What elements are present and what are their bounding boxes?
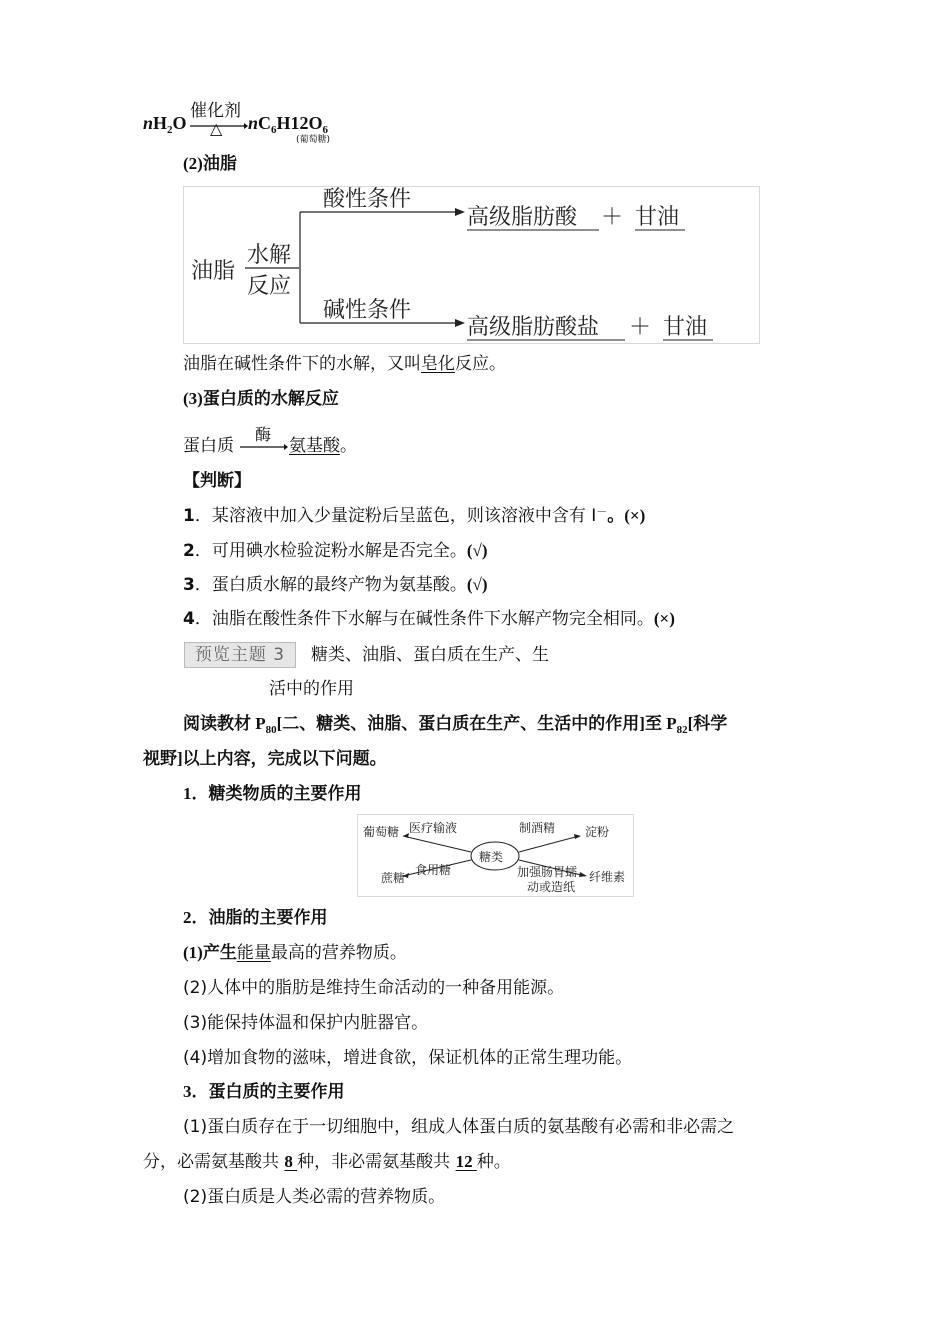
topic-badge: 预览主题 3	[184, 642, 296, 668]
energy-blank: 能量	[236, 943, 271, 963]
protein-role-heading: 3．蛋白质的主要作用	[183, 1082, 345, 1101]
fat-role-heading: 2．油脂的主要作用	[183, 908, 328, 927]
sugar-role-diagram	[357, 814, 635, 898]
glycerol-lower: 甘油	[663, 315, 708, 340]
protein-heading: (3)蛋白质的水解反应	[183, 389, 339, 408]
glycerol-upper: 甘油	[635, 205, 680, 230]
glucose-use: 医疗输液	[409, 821, 458, 835]
sugar-center: 糖类	[479, 850, 504, 864]
protein-rhs: 氨基酸。	[289, 436, 357, 456]
hydrolysis-label: 水解	[247, 243, 292, 268]
judge-heading: 【判断】	[183, 471, 251, 490]
catalyst-label: 催化剂	[190, 101, 241, 121]
topic-title: 糖类、油脂、蛋白质在生产、生	[311, 645, 549, 665]
protein-role-item: (2)蛋白质是人类必需的营养物质。	[183, 1187, 446, 1207]
judge-item: 2．可用碘水检验淀粉水解是否完全。(√)	[183, 541, 488, 561]
saponification-blank: 皂化	[421, 354, 455, 374]
sucrose: 蔗糖	[381, 871, 406, 885]
glucose-formula: $nC_6H12O_6$	[248, 113, 329, 136]
basic-condition: 碱性条件	[323, 298, 412, 323]
fat-hydrolysis-diagram	[183, 186, 761, 346]
protein-role-item-cont: 分，必需氨基酸共 8 种，非必需氨基酸共 12 种。	[143, 1152, 511, 1172]
fiber: 纤维素	[589, 870, 626, 884]
glucose: 葡萄糖	[363, 825, 400, 839]
reading-instruction-cont: 视野]以上内容，完成以下问题。	[143, 749, 387, 768]
protein-role-item: (1)蛋白质存在于一切细胞中，组成人体蛋白质的氨基酸有必需和非必需之	[183, 1117, 735, 1137]
sugar-heading: 1．糖类物质的主要作用	[183, 784, 362, 803]
acidic-condition: 酸性条件	[323, 187, 412, 212]
plus-sign-upper: ＋	[601, 205, 624, 230]
essential-count-blank: 8	[284, 1152, 298, 1171]
hydrolysis-equation: $nH_2O$	[143, 113, 187, 136]
sucrose-use: 食用糖	[415, 863, 452, 877]
fatty-acid-salt: 高级脂肪酸盐	[467, 315, 600, 340]
fat-heading: (2)油脂	[183, 154, 237, 173]
fat-role-item: (3)能保持体温和保护内脏器官。	[183, 1013, 429, 1033]
fat-role-item: (1)产生能量最高的营养物质。	[183, 943, 407, 963]
plus-sign-lower: ＋	[629, 315, 652, 340]
judge-item: 4．油脂在酸性条件下水解与在碱性条件下水解产物完全相同。(×)	[183, 609, 675, 629]
starch-use: 制酒精	[519, 821, 556, 835]
nonessential-count-blank: 12	[455, 1152, 477, 1171]
saponification-line: 油脂在碱性条件下的水解，又叫皂化反应。	[183, 354, 506, 374]
reaction-label: 反应	[247, 274, 292, 299]
fat-label: 油脂	[191, 259, 236, 284]
glucose-note: (葡萄糖)	[296, 135, 331, 145]
reading-instruction: 阅读教材 $P_{80}$[二、糖类、油脂、蛋白质在生产、生活中的作用]至 $P_{82}$[科学	[183, 714, 728, 736]
judge-item: 3．蛋白质水解的最终产物为氨基酸。(√)	[183, 575, 488, 595]
amino-acid-blank: 氨基酸	[289, 436, 340, 456]
enzyme-arrow	[240, 443, 288, 451]
heat-symbol: △	[210, 119, 223, 138]
fat-role-item: (2)人体中的脂肪是维持生命活动的一种备用能源。	[183, 978, 565, 998]
topic-title-cont: 活中的作用	[269, 679, 354, 699]
fatty-acid: 高级脂肪酸	[467, 205, 578, 230]
judge-item: 1．某溶液中加入少量淀粉后呈蓝色，则该溶液中含有 I－。(×)	[183, 505, 646, 526]
fiber-use-cont: 动或造纸	[527, 880, 576, 894]
fiber-use: 加强肠胃蠕	[517, 865, 578, 879]
enzyme-label: 酶	[255, 425, 272, 444]
fat-role-item: (4)增加食物的滋味，增进食欲，保证机体的正常生理功能。	[183, 1048, 633, 1068]
protein-lhs: 蛋白质	[183, 436, 234, 456]
starch: 淀粉	[585, 825, 610, 839]
